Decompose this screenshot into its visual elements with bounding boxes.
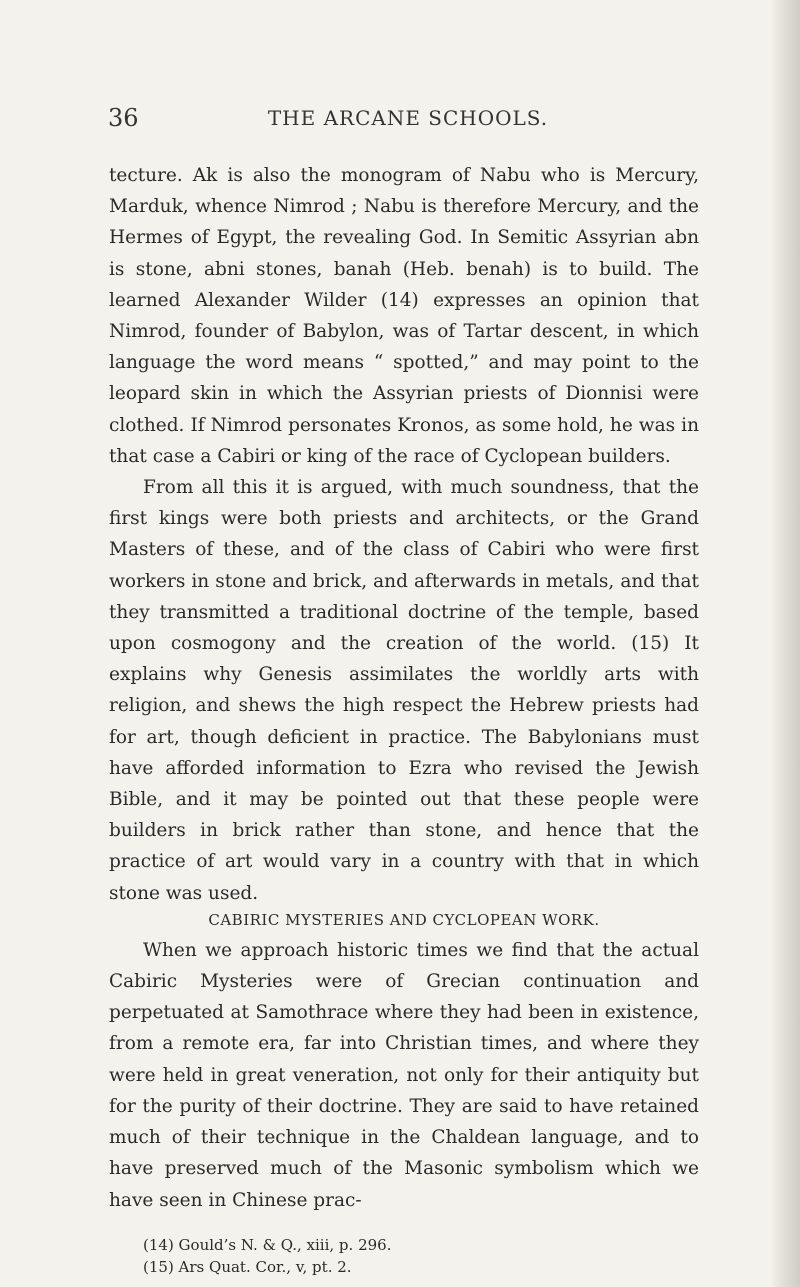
paragraph-3: When we approach historic times we find that the actual Cabiric Mysteries were of Grecian continuation and perpetuated at Samothrace where they had been in existence, from a remote era, far into Christian times, and where they were held in great veneration, not only for their antiquity but for the purity of their doctrine. They are said to have retained much of their technique in the Chaldean language, and to have preserved much of the Masonic symbolism which we have seen in Chinese prac-: [109, 939, 699, 1211]
running-head: THE ARCANE SCHOOLS.: [267, 106, 549, 130]
page-edge-shadow: [772, 0, 800, 1287]
paragraph-2: From all this it is argued, with much soundness, that the first kings were both priests and architects, or the Grand Masters of these, and of the class of Cabiri who were first workers in stone and brick, and afterwards in metals, and that they transmitted a traditional doctrine of the temple, based upon cosmogony and the creation of the world. (15) It explains why Genesis assimilates the worldly arts with religion, and shews the high respect the Hebrew priests had for art, though deficient in practice. The Babylonians must have afforded information to Ezra who revised the Jewish Bible, and it may be pointed out that these people were builders in brick rather than stone, and hence that the practice of art would vary in a country with that in which stone was used.: [109, 477, 699, 904]
footnotes: [109, 1234, 699, 1278]
footnote-15: (15) Ars Quat. Cor., v, pt. 2.: [143, 1257, 352, 1276]
page-header: [108, 104, 708, 144]
page-body: [109, 160, 699, 1278]
footnote-14: (14) Gould’s N. & Q., xiii, p. 296.: [143, 1235, 392, 1254]
page-number: 36: [108, 104, 139, 132]
paragraph-1: tecture. Ak is also the monogram of Nabu who is Mercury, Marduk, whence Nimrod ; Nabu is therefore Mercury, and the Hermes of Egypt, the revealing God. In Semitic Assyrian abn is stone, abni stones, banah (Heb. benah) is to build. The learned Alexander Wilder (14) expresses an opinion that Nimrod, founder of Babylon, was of Tartar descent, in which language the word means “ spotted,” and may point to the leopard skin in which the Assyrian priests of Dionnisi were clothed. If Nimrod personates Kronos, as some hold, he was in that case a Cabiri or king of the race of Cyclopean builders.: [109, 165, 699, 467]
section-heading: CABIRIC MYSTERIES AND CYCLOPEAN WORK.: [208, 910, 600, 929]
